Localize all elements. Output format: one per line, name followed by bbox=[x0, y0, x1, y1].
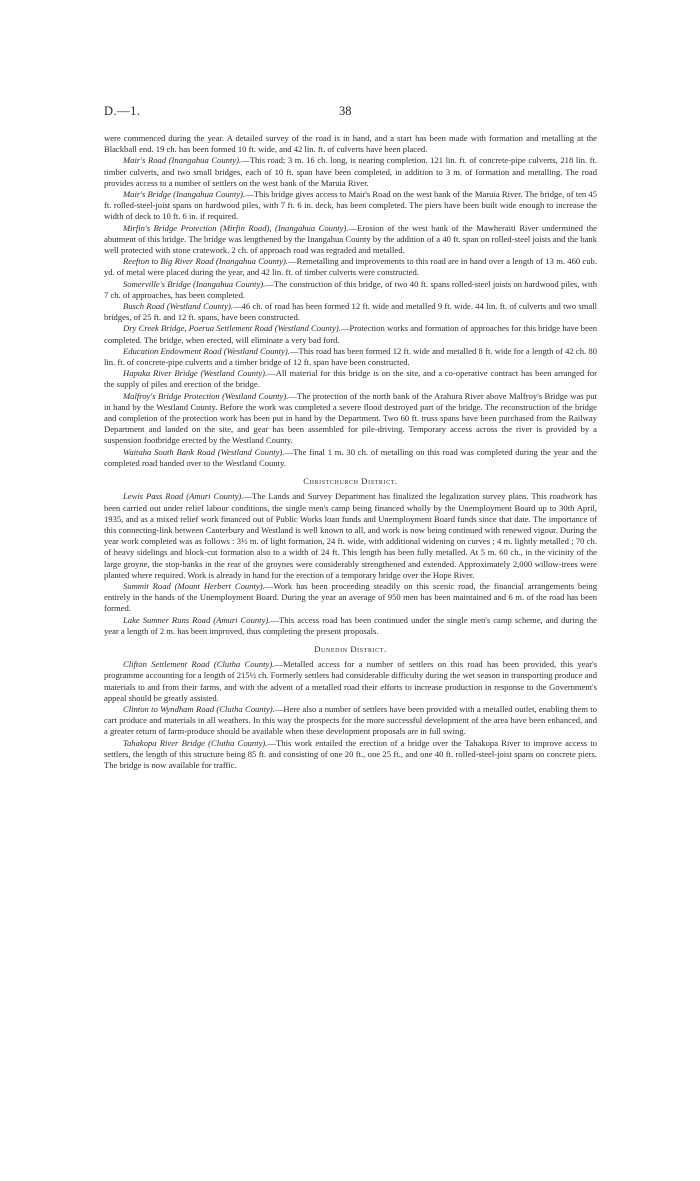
paragraph-title: Hapuka River Bridge (Westland County). bbox=[123, 368, 268, 379]
paragraph-title: Waitaha South Bank Road (Westland County). bbox=[123, 446, 285, 457]
paragraph bbox=[104, 738, 597, 772]
paragraph bbox=[104, 447, 597, 469]
paragraph-title: Malfroy's Bridge Protection (Westland County). bbox=[123, 390, 289, 401]
paragraph-text: —This bridge gives access to Mair's Road on the west bank of the Maruia River. The bridge, of ten 45 ft. rolled-steel-joist spans on hardwood piles, with 7 ft. 6 in. deck, has been completed. The piers have been built wide enough to increase the width of deck to 10 ft. 6 in. if required. bbox=[104, 189, 597, 222]
paragraph-text: —This work entailed the erection of a bridge over the Tahakopa River to improve access to settlers, the length of this structure being 85 ft. and consisting of one 20 ft., one 25 ft., and one 40 ft. rolled-steel-joist spans on concrete piers. The bridge is now available for traffic. bbox=[104, 737, 598, 770]
district-heading: Christchurch District. bbox=[303, 476, 398, 487]
paragraph-text: —Work has been proceeding steadily on this scenic road, the financial arrangements being entirely in the hands of the Unemployment Board. During the year an average of 950 men has been maintained and 6 m. of the road has been formed. bbox=[104, 580, 598, 614]
paragraph-text: were commenced during the year. A detailed survey of the road is in hand, and a start has been made with formation and metalling at the Blackball end. 19 ch. has been formed 10 ft. wide, and 42 lin. ft. of culverts have been placed. bbox=[104, 133, 597, 155]
paragraph-title: Education Endowment Road (Westland County). bbox=[123, 345, 290, 356]
paragraph bbox=[104, 133, 597, 155]
paragraph bbox=[104, 256, 597, 278]
paragraph bbox=[104, 301, 597, 323]
paragraph-title: Mair's Bridge (Inangahua County). bbox=[123, 189, 246, 200]
paragraph bbox=[104, 189, 597, 223]
paragraph bbox=[104, 491, 597, 581]
paragraph bbox=[104, 223, 597, 257]
paragraph-title: Clifton Settlement Road (Clutha County). bbox=[123, 659, 275, 670]
paragraph-text: —Remetalling and improvements to this road are in hand over a length of 13 m. 460 cub. yd. of metal were placed during the year, and 42 lin. ft. of timber culverts were constructed. bbox=[104, 256, 597, 278]
paragraph bbox=[104, 323, 597, 345]
paragraph-text: —The Lands and Survey Department has finalized the legalization survey plans. This roadwork has been carried out under relief labour conditions, the single men's camp being financed wholly by the Unemployment Board up to 30th April, 1935, and as a mixed relief work financed out of Public Works loan funds and Unemployment Board funds since that date. The importance of this connecting-link between Canterbury and Westland is well known to all, and work is now being continued with renewed vigour. During the year work completed was as follows : 3½ m. of light formation, 24 ft. wide, with additional widening on curves ; 4 m. lightly metalled ; 70 ch. of heavy sidelings and block-cut formation also to a width of 24 ft. This length has been fully metalled. At 5 m. 60 ch., in the vicinity of the large groyne, the stop-banks in the rear of the groynes were considerably strengthened and extended. Approximately 2,000 willow-trees were planted where required. Work is already in hand for the erection of a temporary bridge over the Hope River. bbox=[104, 491, 597, 580]
paragraph bbox=[104, 615, 597, 637]
district-heading: Dunedin District. bbox=[314, 643, 387, 654]
paragraph bbox=[104, 346, 597, 368]
paragraph-title: Lewis Pass Road (Amuri County). bbox=[123, 491, 244, 502]
paragraph bbox=[104, 368, 597, 390]
document-body bbox=[104, 133, 597, 771]
paragraph-title: Mair's Road (Inangahua County). bbox=[123, 155, 242, 166]
paragraph-text: —This road; 3 m. 16 ch. long, is nearing completion. 121 lin. ft. of concrete-pipe culverts, 218 lin. ft. timber culverts, and two small bridges, each of 10 ft. span have been completed, in addition to 3 m. of formation and metalling. The road provides access to a number of settlers on the west bank of the Maruia River. bbox=[104, 155, 598, 188]
paragraph-title: Reefton to Big River Road (Inangahua County). bbox=[123, 256, 289, 267]
paragraph-title: Busch Road (Westland County). bbox=[123, 301, 233, 312]
paragraph bbox=[104, 581, 597, 615]
paragraph-title: Mirfin's Bridge Protection (Mirfin Road), (Inangahua County). bbox=[123, 222, 349, 233]
paragraph-text: —The protection of the north bank of the Arahura River above Malfroy's Bridge was put in hand by the Westland County. Before the work was completed a severe flood destroyed part of the bridge. The reconstruction of the bridge and completion of the protection work has been put in hand by the Department. Two 60 ft. truss spans have been purchased from the Railway Department and landed on the site, and gear has been assembled for pile-driving. Temporary access across the river is provided by a suspension footbridge erected by the Westland County. bbox=[104, 390, 597, 446]
paragraph-title: Lake Sumner Runs Road (Amuri County). bbox=[123, 614, 271, 625]
paragraph bbox=[104, 279, 597, 301]
paragraph-text: —This road has been formed 12 ft. wide and metalled 8 ft. wide for a length of 42 ch. 80 lin. ft. of concrete-pipe culverts and a timber bridge of 12 ft. span have been constructed. bbox=[104, 345, 597, 368]
paragraph-title: Clinton to Wyndham Road (Clutha County). bbox=[123, 703, 275, 714]
paragraph bbox=[104, 704, 597, 738]
paragraph-text: —The construction of this bridge, of two 40 ft. spans rolled-steel joists on hardwood piles, with 7 ch. of approaches, has been completed. bbox=[104, 278, 597, 300]
paragraph-text: —46 ch. of road has been formed 12 ft. wide and metalled 9 ft. wide. 44 lin. ft. of culverts and two small bridges, of 25 ft. and 12 ft. spans, have been constructed. bbox=[104, 301, 597, 323]
paragraph-text: —Protection works and formation of approaches for this bridge have been completed. The bridge, when erected, will eliminate a very bad ford. bbox=[104, 323, 598, 345]
paragraph-text: —Metalled access for a number of settlers on this road has been provided, this year's programme accounting for a length of 215½ ch. Formerly settlers had considerable difficulty during the wet season in transporting produce and materials to and from their farms, and with the advent of a metalled road their efforts to increase production in response to the Government's appeal should be greatly assisted. bbox=[104, 659, 598, 703]
document-reference: D.—1. bbox=[104, 104, 141, 118]
paragraph-text: —All material for this bridge is on the site, and a co-operative contract has been arranged for the supply of piles and erection of the bridge. bbox=[104, 368, 597, 390]
paragraph-text: —Erosion of the west bank of the Mawheraiti River undermined the abutment of this bridge. The bridge was lengthened by the Inangahua County by the addition of a 40 ft. span on rolled-steel joists and the bank well protected with stone cratework. 2 ch. of approach road was regraded and metalled. bbox=[104, 222, 597, 256]
page-header bbox=[104, 104, 597, 118]
paragraph-text: —The final 1 m. 30 ch. of metalling on this road was completed during the year and the completed road handed over to the Westland County. bbox=[104, 446, 597, 468]
page-number: 38 bbox=[339, 104, 352, 118]
paragraph-title: Dry Creek Bridge, Poerua Settlement Road (Westland County). bbox=[123, 323, 341, 334]
paragraph-title: Summit Road (Mount Herbert County). bbox=[123, 580, 265, 591]
paragraph-title: Somerville's Bridge (Inangahua County). bbox=[123, 278, 266, 289]
paragraph bbox=[104, 391, 597, 447]
paragraph bbox=[104, 659, 597, 704]
paragraph-text: —This access road has been continued under the single men's camp scheme, and during the year a length of 2 m. has been improved, thus completing the present proposals. bbox=[104, 614, 597, 636]
paragraph bbox=[104, 155, 597, 189]
paragraph-text: —Here also a number of settlers have been provided with a metalled outlet, enabling them to cart produce and materials in all weathers. In this way the prospects for the more successful development of the area have been enhanced, and a greater return of farm-produce should be available when these development proposals are in full swing. bbox=[104, 703, 597, 737]
paragraph-title: Tahakopa River Bridge (Clutha County). bbox=[123, 737, 268, 748]
